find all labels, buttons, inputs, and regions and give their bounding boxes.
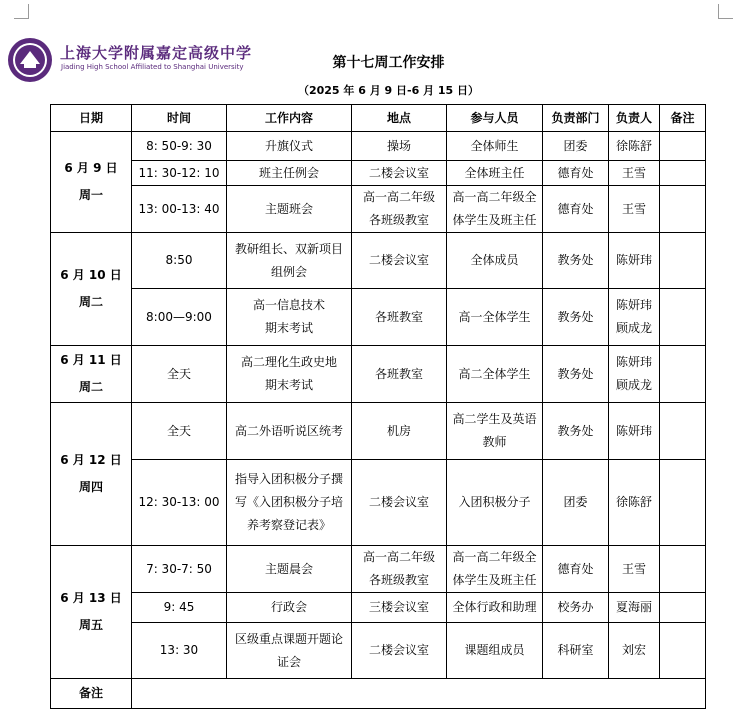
- table-row: [51, 161, 706, 186]
- content-cell: [227, 460, 352, 546]
- time-cell: 全天: [132, 403, 227, 460]
- owner-cell: [609, 289, 660, 346]
- weekday-label: 周五: [78, 618, 103, 632]
- school-name-cn: 上海大学附属嘉定高级中学: [60, 44, 253, 62]
- note-cell: [660, 460, 706, 546]
- people-cell: [447, 546, 543, 593]
- owner-line: 王雪: [621, 165, 646, 180]
- owner-cell: [609, 132, 660, 161]
- owner-line: 徐陈舒: [615, 495, 652, 509]
- department-cell: 德育处: [543, 546, 609, 593]
- owner-cell: [609, 460, 660, 546]
- time-cell: 8:00—9:00: [132, 289, 227, 346]
- date-cell: [51, 403, 132, 546]
- table-row: [51, 623, 706, 679]
- crop-mark-top-right: [718, 4, 733, 19]
- content-line: 写《入团积极分子培: [234, 495, 343, 509]
- time-cell: 13: 30: [132, 623, 227, 679]
- content-line: 主题班会: [264, 201, 313, 216]
- column-header: 工作内容: [227, 105, 352, 132]
- date-cell: [51, 346, 132, 403]
- place-cell: [352, 233, 447, 289]
- people-cell: [447, 346, 543, 403]
- weekday-label: 周二: [78, 380, 103, 394]
- note-cell: [660, 161, 706, 186]
- people-line: 高二全体学生: [458, 366, 531, 381]
- place-line: 各班教室: [374, 309, 423, 324]
- place-cell: [352, 346, 447, 403]
- people-cell: [447, 161, 543, 186]
- owner-cell: [609, 403, 660, 460]
- content-line: 升旗仪式: [264, 138, 313, 153]
- content-line: 行政会: [270, 600, 307, 614]
- content-line: 主题晨会: [264, 561, 313, 576]
- people-line: 体学生及班主任: [452, 573, 537, 587]
- owner-line: 陈妍玮: [615, 253, 652, 267]
- content-line: 高一信息技术: [252, 298, 325, 312]
- date-cell: [51, 233, 132, 346]
- content-line: 组例会: [270, 264, 307, 279]
- table-row: [51, 186, 706, 233]
- date-cell: [51, 546, 132, 679]
- owner-line: 陈妍玮: [615, 298, 652, 312]
- department-cell: 团委: [543, 460, 609, 546]
- people-line: 全体成员: [470, 253, 519, 267]
- column-header: 参与人员: [447, 105, 543, 132]
- department-cell: 教务处: [543, 289, 609, 346]
- table-header-row: [51, 105, 706, 132]
- people-cell: [447, 289, 543, 346]
- column-header: 时间: [132, 105, 227, 132]
- table-row: [51, 233, 706, 289]
- weekday-label: 周四: [78, 480, 103, 494]
- crop-mark-top-left: [14, 4, 29, 19]
- people-line: 高一高二年级全: [452, 550, 537, 564]
- note-cell: [660, 346, 706, 403]
- table-row: [51, 403, 706, 460]
- date-label: 6 月 12 日: [60, 453, 122, 467]
- people-line: 教师: [482, 435, 507, 449]
- place-line: 二楼会议室: [368, 165, 429, 180]
- owner-line: 陈妍玮: [615, 355, 652, 369]
- owner-line: 王雪: [621, 561, 646, 576]
- department-cell: 教务处: [543, 403, 609, 460]
- content-line: 高二理化生政史地: [240, 355, 337, 369]
- owner-cell: [609, 233, 660, 289]
- place-cell: [352, 623, 447, 679]
- date-label: 6 月 10 日: [60, 268, 122, 282]
- place-line: 各班级教室: [368, 573, 429, 587]
- column-header: 负责部门: [543, 105, 609, 132]
- people-cell: [447, 403, 543, 460]
- footer-note-cell: [132, 679, 706, 709]
- weekday-label: 周一: [78, 188, 103, 202]
- people-line: 全体行政和助理: [452, 600, 537, 614]
- table-footer-row: [51, 679, 706, 709]
- owner-cell: [609, 346, 660, 403]
- place-cell: [352, 403, 447, 460]
- table-row: [51, 460, 706, 546]
- table-row: [51, 132, 706, 161]
- department-cell: 团委: [543, 132, 609, 161]
- date-label: 6 月 9 日: [64, 161, 118, 175]
- note-cell: [660, 186, 706, 233]
- people-line: 高一高二年级全: [452, 190, 537, 204]
- schedule-table: [50, 104, 706, 709]
- content-cell: [227, 346, 352, 403]
- people-cell: [447, 623, 543, 679]
- owner-cell: [609, 186, 660, 233]
- owner-line: 王雪: [621, 201, 646, 216]
- place-line: 二楼会议室: [368, 253, 429, 267]
- place-cell: [352, 593, 447, 623]
- note-cell: [660, 546, 706, 593]
- department-cell: 校务办: [543, 593, 609, 623]
- people-cell: [447, 593, 543, 623]
- owner-line: 顾成龙: [615, 321, 652, 335]
- people-line: 高二学生及英语: [452, 412, 537, 426]
- content-line: 区级重点课题开题论: [234, 631, 343, 646]
- place-cell: [352, 460, 447, 546]
- time-cell: 9: 45: [132, 593, 227, 623]
- department-cell: 德育处: [543, 186, 609, 233]
- note-cell: [660, 403, 706, 460]
- people-line: 课题组成员: [464, 643, 525, 657]
- page-subtitle: （2025 年 6 月 9 日-6 月 15 日）: [297, 84, 480, 97]
- table-row: [51, 546, 706, 593]
- column-header: 备注: [660, 105, 706, 132]
- people-cell: [447, 186, 543, 233]
- content-cell: [227, 161, 352, 186]
- table-body: [51, 132, 706, 709]
- place-line: 机房: [386, 423, 411, 438]
- owner-cell: [609, 593, 660, 623]
- footer-label: 备注: [51, 679, 132, 709]
- department-cell: 教务处: [543, 233, 609, 289]
- note-cell: [660, 623, 706, 679]
- content-line: 班主任例会: [258, 165, 319, 180]
- owner-line: 徐陈舒: [615, 138, 652, 153]
- owner-line: 陈妍玮: [615, 423, 652, 438]
- time-cell: 12: 30-13: 00: [132, 460, 227, 546]
- time-cell: 7: 30-7: 50: [132, 546, 227, 593]
- table-row: [51, 346, 706, 403]
- column-header: 日期: [51, 105, 132, 132]
- note-cell: [660, 233, 706, 289]
- people-line: 入团积极分子: [458, 495, 531, 509]
- place-line: 三楼会议室: [368, 600, 429, 614]
- owner-cell: [609, 623, 660, 679]
- place-line: 高一高二年级: [362, 550, 435, 564]
- owner-cell: [609, 161, 660, 186]
- date-label: 6 月 11 日: [60, 353, 122, 367]
- people-line: 全体师生: [470, 138, 519, 153]
- content-line: 教研组长、双新项目: [234, 241, 343, 256]
- owner-line: 顾成龙: [615, 378, 652, 392]
- content-line: 期末考试: [264, 378, 313, 392]
- content-line: 指导入团积极分子撰: [234, 472, 343, 486]
- content-line: 养考察登记表》: [246, 518, 331, 532]
- time-cell: 11: 30-12: 10: [132, 161, 227, 186]
- department-cell: 科研室: [543, 623, 609, 679]
- place-line: 高一高二年级: [362, 190, 435, 204]
- place-cell: [352, 186, 447, 233]
- department-cell: 教务处: [543, 346, 609, 403]
- weekday-label: 周二: [78, 295, 103, 309]
- time-cell: 8: 50-9: 30: [132, 132, 227, 161]
- date-label: 6 月 13 日: [60, 591, 122, 605]
- people-cell: [447, 132, 543, 161]
- note-cell: [660, 593, 706, 623]
- people-line: 体学生及班主任: [452, 213, 537, 227]
- people-cell: [447, 460, 543, 546]
- content-cell: [227, 593, 352, 623]
- people-line: 高一全体学生: [458, 309, 531, 324]
- time-cell: 8:50: [132, 233, 227, 289]
- column-header: 负责人: [609, 105, 660, 132]
- school-name-en: Jiading High School Affiliated to Shanghai University: [61, 63, 244, 71]
- department-cell: 德育处: [543, 161, 609, 186]
- content-cell: [227, 289, 352, 346]
- people-cell: [447, 233, 543, 289]
- place-cell: [352, 546, 447, 593]
- column-header: 地点: [352, 105, 447, 132]
- content-cell: [227, 546, 352, 593]
- content-cell: [227, 132, 352, 161]
- time-cell: 13: 00-13: 40: [132, 186, 227, 233]
- owner-cell: [609, 546, 660, 593]
- table-row: [51, 593, 706, 623]
- people-line: 全体班主任: [464, 165, 525, 180]
- content-line: 证会: [276, 654, 301, 669]
- place-cell: [352, 132, 447, 161]
- note-cell: [660, 132, 706, 161]
- place-line: 操场: [386, 138, 411, 153]
- place-line: 各班教室: [374, 366, 423, 381]
- content-cell: [227, 186, 352, 233]
- date-cell: [51, 132, 132, 233]
- content-line: 高二外语听说区统考: [234, 423, 343, 438]
- owner-line: 夏海丽: [615, 600, 652, 614]
- page-title: 第十七周工作安排: [332, 55, 445, 71]
- place-line: 二楼会议室: [368, 495, 429, 509]
- content-line: 期末考试: [264, 321, 313, 335]
- content-cell: [227, 403, 352, 460]
- content-cell: [227, 623, 352, 679]
- owner-line: 刘宏: [621, 643, 646, 657]
- time-cell: 全天: [132, 346, 227, 403]
- place-cell: [352, 161, 447, 186]
- note-cell: [660, 289, 706, 346]
- place-line: 二楼会议室: [368, 643, 429, 657]
- content-cell: [227, 233, 352, 289]
- table-row: [51, 289, 706, 346]
- place-line: 各班级教室: [368, 213, 429, 227]
- place-cell: [352, 289, 447, 346]
